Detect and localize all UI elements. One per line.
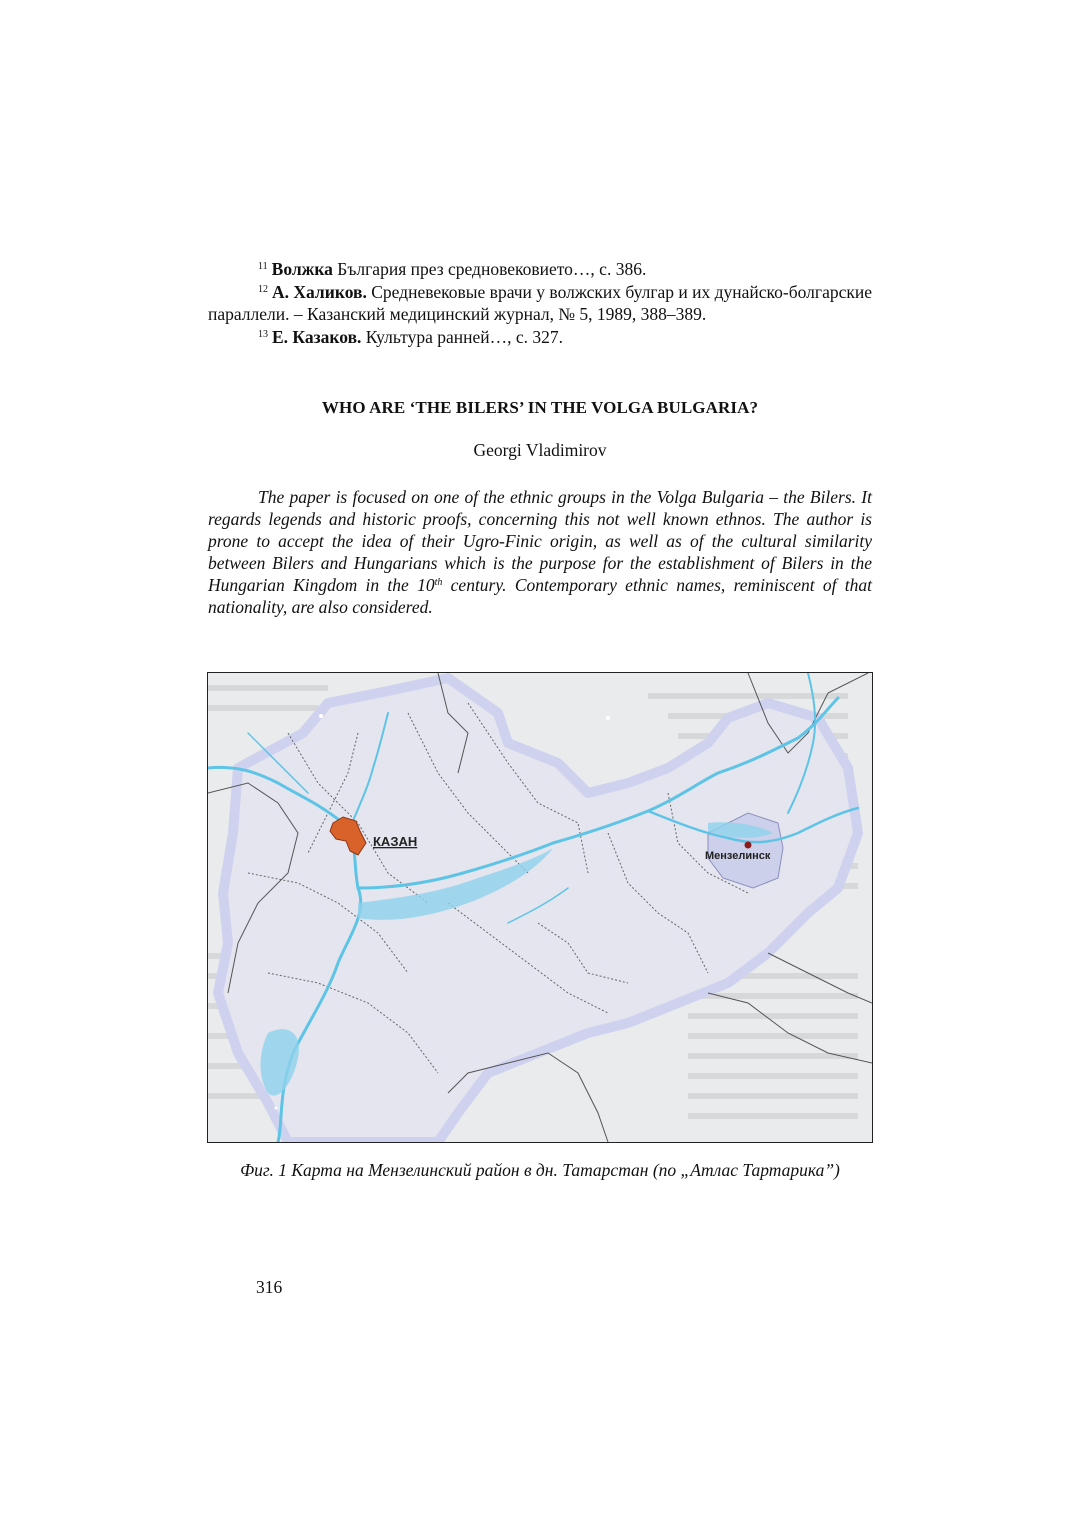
territory-outline (218, 678, 858, 1142)
map-figure (207, 672, 873, 1143)
map-svg (208, 673, 872, 1142)
menzelinsk-label: Мензелинск (705, 850, 771, 862)
article-abstract: The paper is focused on one of the ethnic groups in the Volga Bulgaria – the Bilers. It regards legends and historic proofs, concerning this not well known ethnos. The author is prone to accept the idea of their Ugro-Finic origin, as well as of the cultural similarity between Bilers and Hungarians which is the purpose for the establishment of Bilers in the Hungarian Kingdom in the 10th century. Contemporary ethnic names, reminiscent of that nationality, are also considered. (208, 487, 872, 617)
map-marker (319, 714, 323, 718)
map-marker (606, 716, 610, 720)
footnote-13: $^{13}$ Е. Казаков. Культура ранней…, с. 327. (258, 327, 563, 347)
footnote-11: $^{11}$ Волжка България през средновековието…, с. 386. (258, 259, 647, 279)
figure-caption: Фиг. 1 Карта на Мензелинский район в дн. Татарстан (по „Атлас Тартарика”) (240, 1160, 840, 1180)
menzelinsk-dot (745, 842, 752, 849)
footnote-12: $^{12}$ А. Халиков. Средневековые врачи у волжских булгар и их дунайско-болгарские параллели. – Казанский медицинский журнал, № 5, 1989, 388–389. (208, 282, 873, 324)
page-number: 316 (256, 1277, 283, 1297)
article-author: Georgi Vladimirov (473, 440, 607, 460)
article-title: WHO ARE ‘THE BILERS’ IN THE VOLGA BULGARIA? (321, 398, 759, 417)
map-marker (275, 1107, 278, 1110)
kazan-label: КАЗАН (373, 834, 418, 849)
